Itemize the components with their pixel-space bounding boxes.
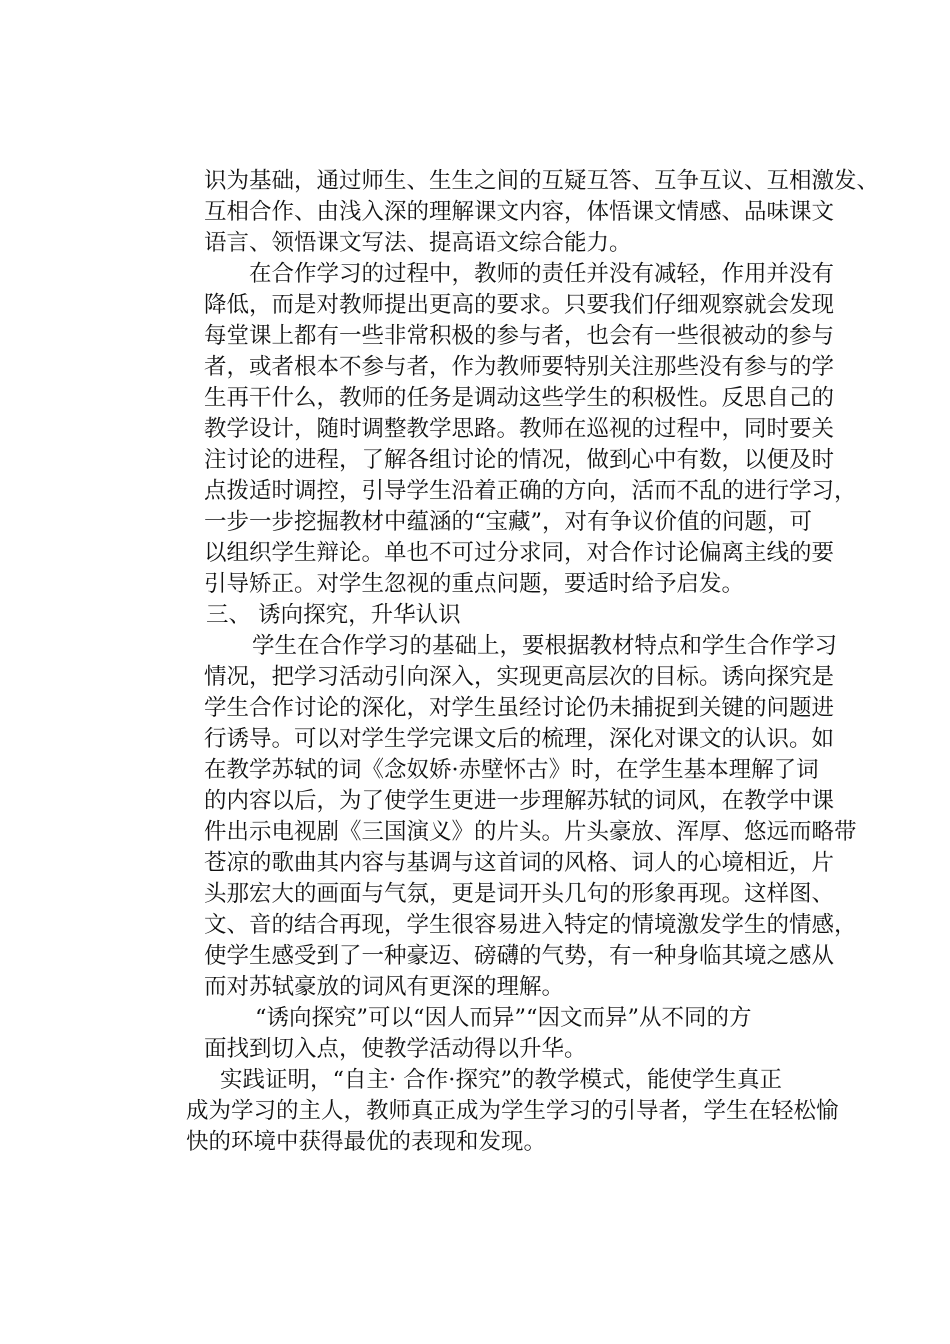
text-line: 者，或者根本不参与者，作为教师要特别关注那些没有参与的学 bbox=[204, 354, 835, 380]
text-line: 语言、领悟课文写法、提高语文综合能力。 bbox=[204, 230, 632, 256]
text-line: 面找到切入点，使教学活动得以升华。 bbox=[204, 1036, 587, 1062]
text-line: 识为基础，通过师生、生生之间的互疑互答、互争互议、互相激发、 bbox=[204, 168, 880, 194]
text-line: 快的环境中获得最优的表现和发现。 bbox=[186, 1129, 547, 1155]
text-line: 情况，把学习活动引向深入，实现更高层次的目标。诱向探究是 bbox=[204, 664, 835, 690]
text-line: 注讨论的进程，了解各组讨论的情况，做到心中有数，以便及时 bbox=[204, 447, 835, 473]
text-line: 而对苏轼豪放的词风有更深的理解。 bbox=[204, 974, 565, 1000]
text-line: 降低，而是对教师提出更高的要求。只要我们仔细观察就会发现 bbox=[204, 292, 835, 318]
paragraph-first-line: 学生在合作学习的基础上，要根据教材特点和学生合作学习 bbox=[252, 633, 838, 659]
text-line: 头那宏大的画面与气氛，更是词开头几句的形象再现。这样图、 bbox=[204, 881, 835, 907]
paragraph-first-line: “诱向探究”可以“因人而异”“因文而异”从不同的方 bbox=[255, 1005, 752, 1031]
text-line: 的内容以后，为了使学生更进一步理解苏轼的词风，在教学中课 bbox=[204, 788, 835, 814]
text-line: 苍凉的歌曲其内容与基调与这首词的风格、词人的心境相近，片 bbox=[204, 850, 835, 876]
text-line: 每堂课上都有一些非常积极的参与者，也会有一些很被动的参与 bbox=[204, 323, 835, 349]
section-heading: 三、 诱向探究，升华认识 bbox=[206, 602, 461, 628]
text-line: 学生合作讨论的深化，对学生虽经讨论仍未捕捉到关键的问题进 bbox=[204, 695, 835, 721]
text-line: 文、音的结合再现，学生很容易进入特定的情境激发学生的情感， bbox=[204, 912, 857, 938]
text-line: 以组织学生辩论。单也不可过分求同，对合作讨论偏离主线的要 bbox=[204, 540, 835, 566]
text-line: 行诱导。可以对学生学完课文后的梳理，深化对课文的认识。如 bbox=[204, 726, 835, 752]
paragraph-first-line: 实践证明，“自主· 合作·探究”的教学模式，能使学生真正 bbox=[220, 1067, 782, 1093]
text-line: 点拨适时调控，引导学生沿着正确的方向，活而不乱的进行学习， bbox=[204, 478, 857, 504]
text-line: 成为学习的主人，教师真正成为学生学习的引导者，学生在轻松愉 bbox=[186, 1098, 839, 1124]
text-line: 使学生感受到了一种豪迈、磅礴的气势，有一种身临其境之感从 bbox=[204, 943, 835, 969]
text-line: 生再干什么，教师的任务是调动这些学生的积极性。反思自己的 bbox=[204, 385, 835, 411]
text-line: 件出示电视剧《三国演义》的片头。片头豪放、浑厚、悠远而略带 bbox=[204, 819, 857, 845]
text-line: 教学设计，随时调整教学思路。教师在巡视的过程中，同时要关 bbox=[204, 416, 835, 442]
text-line: 互相合作、由浅入深的理解课文内容，体悟课文情感、品味课文 bbox=[204, 199, 835, 225]
paragraph-first-line: 在合作学习的过程中，教师的责任并没有减轻，作用并没有 bbox=[249, 261, 835, 287]
text-line: 引导矫正。对学生忽视的重点问题，要适时给予启发。 bbox=[204, 571, 745, 597]
text-line: 一步一步挖掘教材中蕴涵的“宝藏”，对有争议价值的问题，可 bbox=[204, 509, 813, 535]
text-line: 在教学苏轼的词《念奴娇·赤壁怀古》时，在学生基本理解了词 bbox=[204, 757, 819, 783]
